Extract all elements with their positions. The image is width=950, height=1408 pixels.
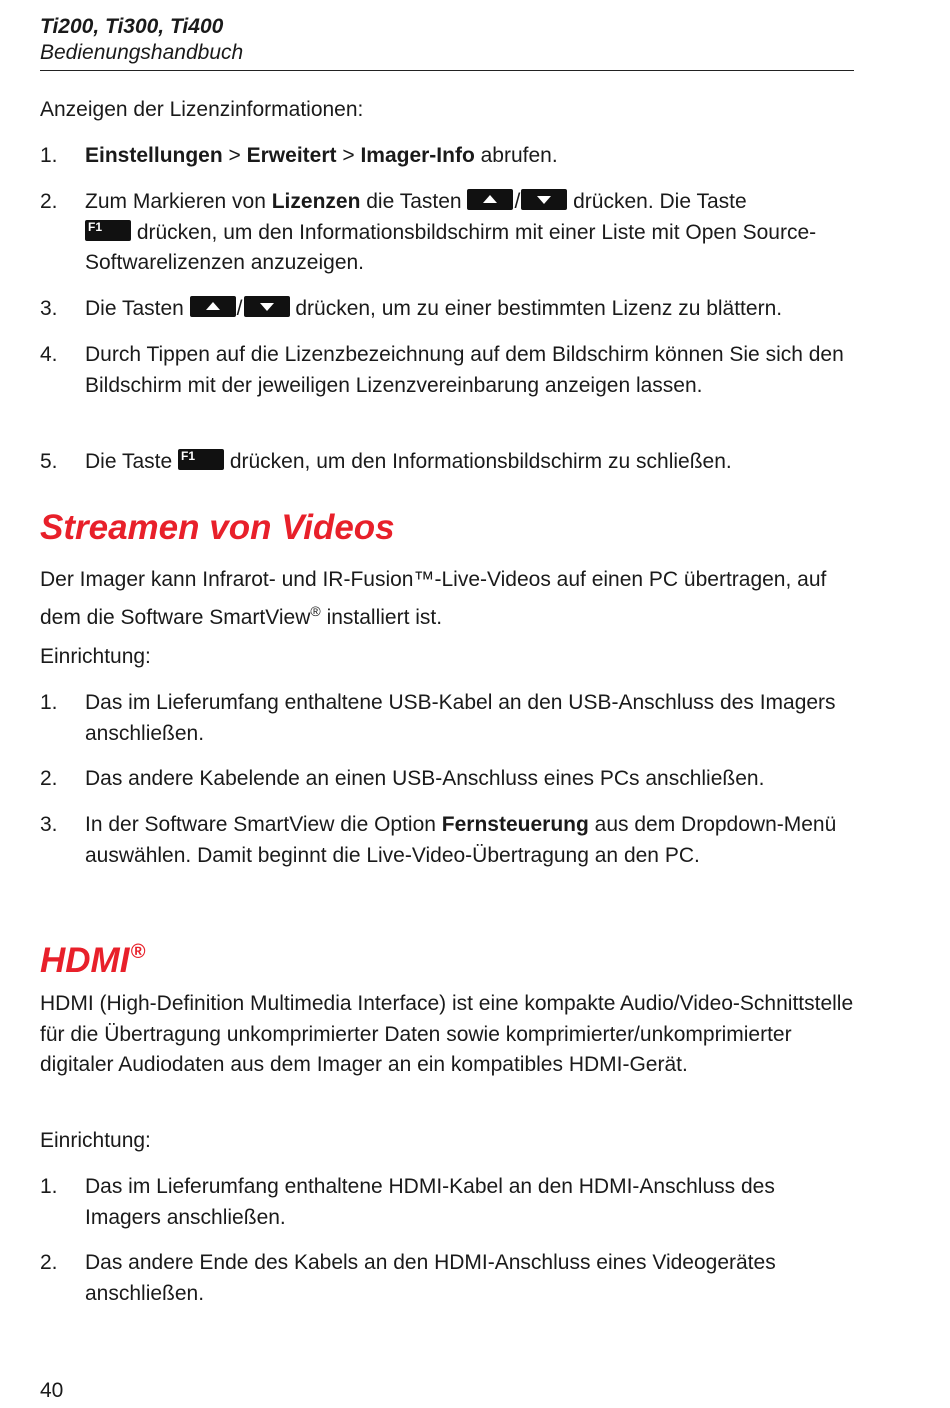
step-number: 2. [40, 190, 58, 213]
page-header [40, 14, 854, 71]
hdmi-intro: HDMI (High-Definition Multimedia Interface) ist eine kompakte Audio/Video-Schnittstelle für die Übertragung unkomprimierter Daten sowie komprimierter/unkomprimierter digitaler Audiodaten aus dem Imager an ein kompatibles HDMI-Gerät. [40, 992, 854, 1076]
step-number: 2. [40, 1251, 58, 1274]
step-number: 5. [40, 450, 58, 473]
f1-key-icon: F1 [85, 220, 131, 241]
header-subtitle: Bedienungshandbuch [40, 41, 244, 64]
f1-key-icon: F1 [178, 449, 224, 470]
arrow-up-key-icon [190, 296, 236, 317]
step-number: 1. [40, 1175, 58, 1198]
step-text: Das andere Ende des Kabels an den HDMI-Anschluss eines Videogerätes anschließen. [85, 1251, 776, 1305]
section-title-hdmi: HDMI® [40, 941, 146, 980]
arrow-down-key-icon [244, 296, 290, 317]
step-text: Die Taste F1 drücken, um den Informationsbildschirm zu schließen. [85, 449, 732, 473]
video-setup-label: Einrichtung: [40, 645, 151, 668]
page-number: 40 [40, 1379, 64, 1402]
step-number: 4. [40, 343, 58, 366]
license-intro: Anzeigen der Lizenzinformationen: [40, 98, 364, 121]
step-number: 1. [40, 691, 58, 714]
step-number: 3. [40, 813, 58, 836]
step-text: Das andere Kabelende an einen USB-Anschluss eines PCs anschließen. [85, 767, 765, 790]
step-number: 1. [40, 144, 58, 167]
step-text: Durch Tippen auf die Lizenzbezeichnung auf dem Bildschirm können Sie sich den Bildschirm mit der jeweiligen Lizenzvereinbarung anzeigen lassen. [85, 343, 844, 397]
step-number: 3. [40, 297, 58, 320]
step-number: 2. [40, 767, 58, 790]
hdmi-setup-label: Einrichtung: [40, 1129, 151, 1152]
step-text: Das im Lieferumfang enthaltene HDMI-Kabel an den HDMI-Anschluss des Imagers anschließen. [85, 1175, 775, 1229]
arrow-up-key-icon [467, 189, 513, 210]
header-model: Ti200, Ti300, Ti400 [40, 15, 224, 38]
video-intro: Der Imager kann Infrarot- und IR-Fusion™-Live-Videos auf einen PC übertragen, auf dem die Software SmartView® installiert ist. [40, 568, 827, 629]
arrow-down-key-icon [521, 189, 567, 210]
step-text: Einstellungen > Erweitert > Imager-Info abrufen. [85, 144, 558, 167]
section-title-video: Streamen von Videos [40, 508, 395, 547]
step-text: In der Software SmartView die Option Fernsteuerung aus dem Dropdown-Menü auswählen. Damit beginnt die Live-Video-Übertragung an den PC. [85, 813, 837, 867]
step-text: Das im Lieferumfang enthaltene USB-Kabel an den USB-Anschluss des Imagers anschließen. [85, 691, 836, 745]
step-text: Die Tasten / drücken, um zu einer bestimmten Lizenz zu blättern. [85, 297, 783, 320]
step-text: Zum Markieren von Lizenzen die Tasten / drücken. Die Taste F1 drücken, um den Informationsbildschirm mit einer Liste mit Open Source-Softwarelizenzen anzuzeigen. [85, 190, 817, 274]
